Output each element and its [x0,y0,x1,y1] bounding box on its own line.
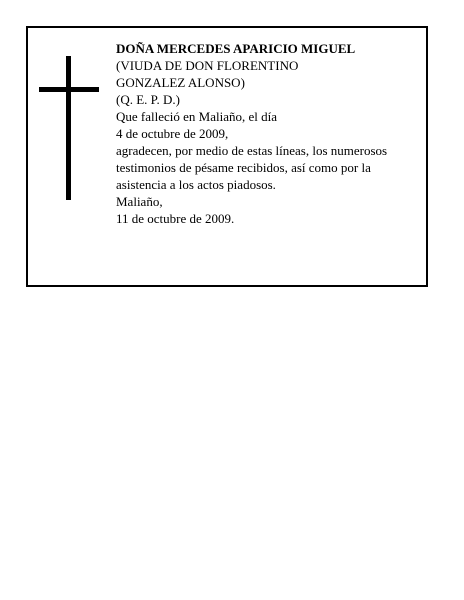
place-line: Maliaño, [116,194,163,209]
death-line-2: 4 de octubre de 2009, [116,126,229,141]
widow-line-1: (VIUDA DE DON FLORENTINO [116,58,299,73]
thanks-line-2: testimonios de pésame recibidos, así como por la [116,160,371,175]
notice-text [116,40,416,227]
cross-vertical-bar [66,56,71,200]
death-line-1: Que falleció en Maliaño, el día [116,109,277,124]
cross-horizontal-bar [39,87,99,92]
thanks-line-3: asistencia a los actos piadosos. [116,177,276,192]
thanks-line-1: agradecen, por medio de estas líneas, los numerosos [116,143,388,158]
widow-line-2: GONZALEZ ALONSO) [116,75,245,90]
cross-icon [39,56,99,200]
date-line: 11 de octubre de 2009. [116,211,235,226]
obituary-notice [26,26,428,287]
rip-line: (Q. E. P. D.) [116,92,180,107]
deceased-name: DOÑA MERCEDES APARICIO MIGUEL [116,41,356,56]
